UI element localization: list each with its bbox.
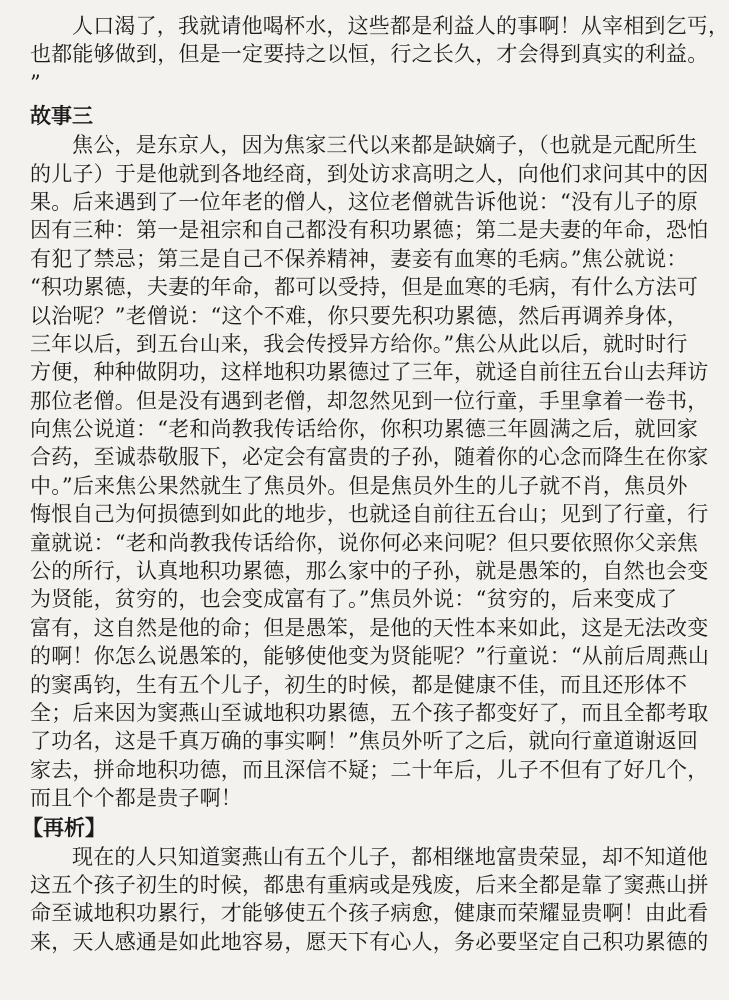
text-line: 人口渴了，我就请他喝杯水，这些都是利益人的事啊！从宰相到乞丐，	[72, 14, 729, 38]
text-line: 有犯了禁忌；第三是自己不保养精神，妻妾有血寒的毛病。”焦公就说：	[30, 246, 688, 271]
text-line: 三年以后，到五台山来，我会传授异方给你。”焦公从此以后，就时时行	[30, 331, 688, 356]
text-line: 童就说：“老和尚教我传话给你，说你何必来问呢？但只要依照你父亲焦	[30, 530, 699, 555]
text-line: 为贤能，贫穷的，也会变成富有了。”焦员外说：“贫穷的，后来变成了	[30, 587, 678, 612]
story3-paragraph	[30, 131, 710, 812]
text-line: “积功累德，夫妻的年命，都可以受持，但是血寒的毛病，有什么方法可	[30, 275, 699, 300]
text-line: 的儿子）于是他就到各地经商，到处访求高明之人，向他们求问其中的因	[30, 161, 709, 186]
text-line: 中。”后来焦公果然就生了焦员外。但是焦员外生的儿子就不肖，焦员外	[30, 473, 688, 498]
document-page	[14, 0, 729, 1000]
text-line: 悔恨自己为何损德到如此的地步，也就迳自前往五台山；见到了行童，行	[30, 502, 709, 527]
text-line: 来，天人感通是如此地容易，愿天下有心人，务必要坚定自己积功累德的	[30, 929, 709, 954]
text-line: 家去，拼命地积功德，而且深信不疑；二十年后，儿子不但有了好几个，	[30, 757, 709, 782]
text-line: ”	[30, 70, 41, 95]
text-line: 果。后来遇到了一位年老的僧人，这位老僧就告诉他说：“没有儿子的原	[30, 189, 699, 214]
text-line: 而且个个都是贵子啊！	[30, 786, 242, 811]
analysis-paragraph	[30, 843, 709, 957]
text-line: 也都能够做到，但是一定要持之以恒，行之长久，才会得到真实的利益。	[30, 42, 709, 67]
text-line: 以治呢？”老僧说：“这个不难，你只要先积功累德，然后再调养身体，	[30, 303, 688, 328]
text-line: 向焦公说道：“老和尚教我传话给你，你积功累德三年圆满之后，就回家	[30, 417, 699, 442]
section-heading-analysis: 【再析】	[22, 815, 106, 840]
text-line: 那位老僧。但是没有遇到老僧，却忽然见到一位行童，手里拿着一卷书，	[30, 388, 709, 413]
text-line: 这五个孩子初生的时候，都患有重病或是残废，后来全都是靠了窦燕山拼	[30, 872, 709, 897]
text-line: 了功名，这是千真万确的事实啊！”焦员外听了之后，就向行童道谢返回	[30, 729, 699, 754]
text-line: 富有，这自然是他的命；但是愚笨，是他的天性本来如此，这是无法改变	[30, 615, 709, 640]
text-line: 因有三种：第一是祖宗和自己都没有积功累德；第二是夫妻的年命，恐怕	[30, 218, 709, 243]
text-line: 现在的人只知道窦燕山有五个儿子，都相继地富贵荣显，却不知道他	[72, 844, 708, 869]
text-line: 的窦禹钧，生有五个儿子，初生的时候，都是健康不佳，而且还形体不	[30, 672, 688, 697]
text-line: 的啊！你怎么说愚笨的，能够使他变为贤能呢？”行童说：“从前后周燕山	[30, 644, 710, 669]
text-line: 方便，种种做阴功，这样地积功累德过了三年，就迳自前往五台山去拜访	[30, 360, 709, 385]
text-line: 全；后来因为窦燕山至诚地积功累德，五个孩子都变好了，而且全都考取	[30, 700, 709, 725]
section-heading-story3: 故事三	[30, 104, 93, 129]
text-line: 公的所行，认真地积功累德，那么家中的子孙，就是愚笨的，自然也会变	[30, 559, 709, 584]
text-line: 合药，至诚恭敬服下，必定会有富贵的子孙，随着你的心念而降生在你家	[30, 445, 709, 470]
intro-paragraph	[30, 12, 729, 97]
text-line: 焦公，是东京人，因为焦家三代以来都是缺嫡子，（也就是元配所生	[72, 133, 698, 158]
text-line: 命至诚地积功累行，才能够使五个孩子病愈，健康而荣耀显贵啊！由此看	[30, 901, 709, 926]
